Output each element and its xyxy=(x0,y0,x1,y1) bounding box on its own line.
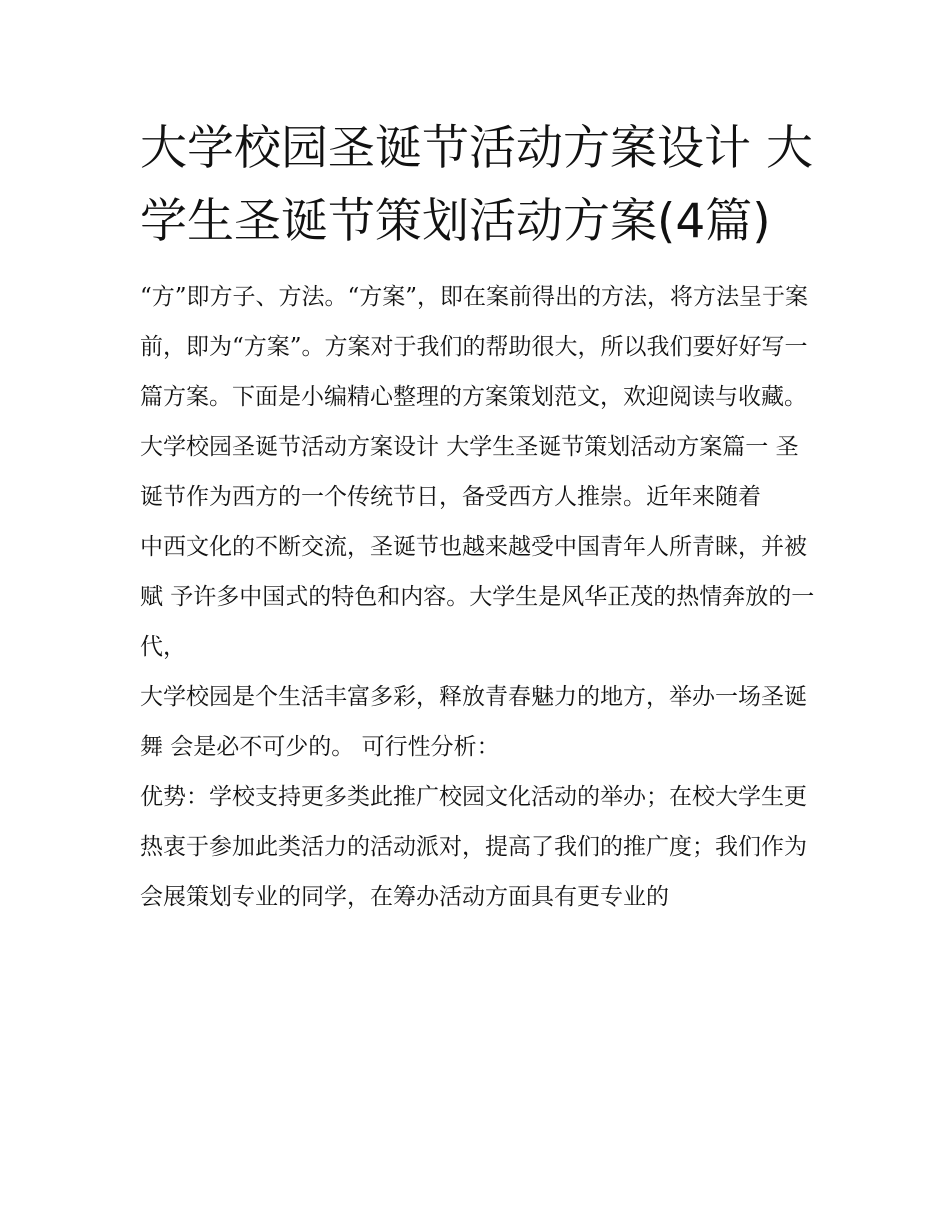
document-page xyxy=(140,112,820,922)
advantage-paragraph: 优势：学校支持更多类此推广校园文化活动的举办；在校大学生更热衷于参加此类活力的活动派对，提高了我们的推广度；我们作为会展策划专业的同学，在筹办活动方面具有更专业的 xyxy=(140,784,807,910)
document-body xyxy=(140,272,820,922)
intro-paragraph: “方”即方子、方法。“方案”，即在案前得出的方法，将方法呈于案前，即为“方案”。方案对于我们的帮助很大，所以我们要好好写一篇方案。下面是小编精心整理的方案策划范文，欢迎阅读与收藏。 xyxy=(140,284,809,410)
section-one-paragraph: 大学校园圣诞节活动方案设计 大学生圣诞节策划活动方案篇一 圣诞节作为西方的一个传统节日，备受西方人推崇。近年来随着 xyxy=(140,434,799,510)
document-title: 大学校园圣诞节活动方案设计 大学生圣诞节策划活动方案(4篇) xyxy=(140,121,813,249)
campus-paragraph: 大学校园是个生活丰富多彩，释放青春魅力的地方，举办一场圣诞舞 会是必不可少的。 可行性分析： xyxy=(140,684,807,760)
culture-paragraph: 中西文化的不断交流，圣诞节也越来越受中国青年人所青睐，并被赋 予许多中国式的特色和内容。大学生是风华正茂的热情奔放的一代， xyxy=(140,534,815,660)
